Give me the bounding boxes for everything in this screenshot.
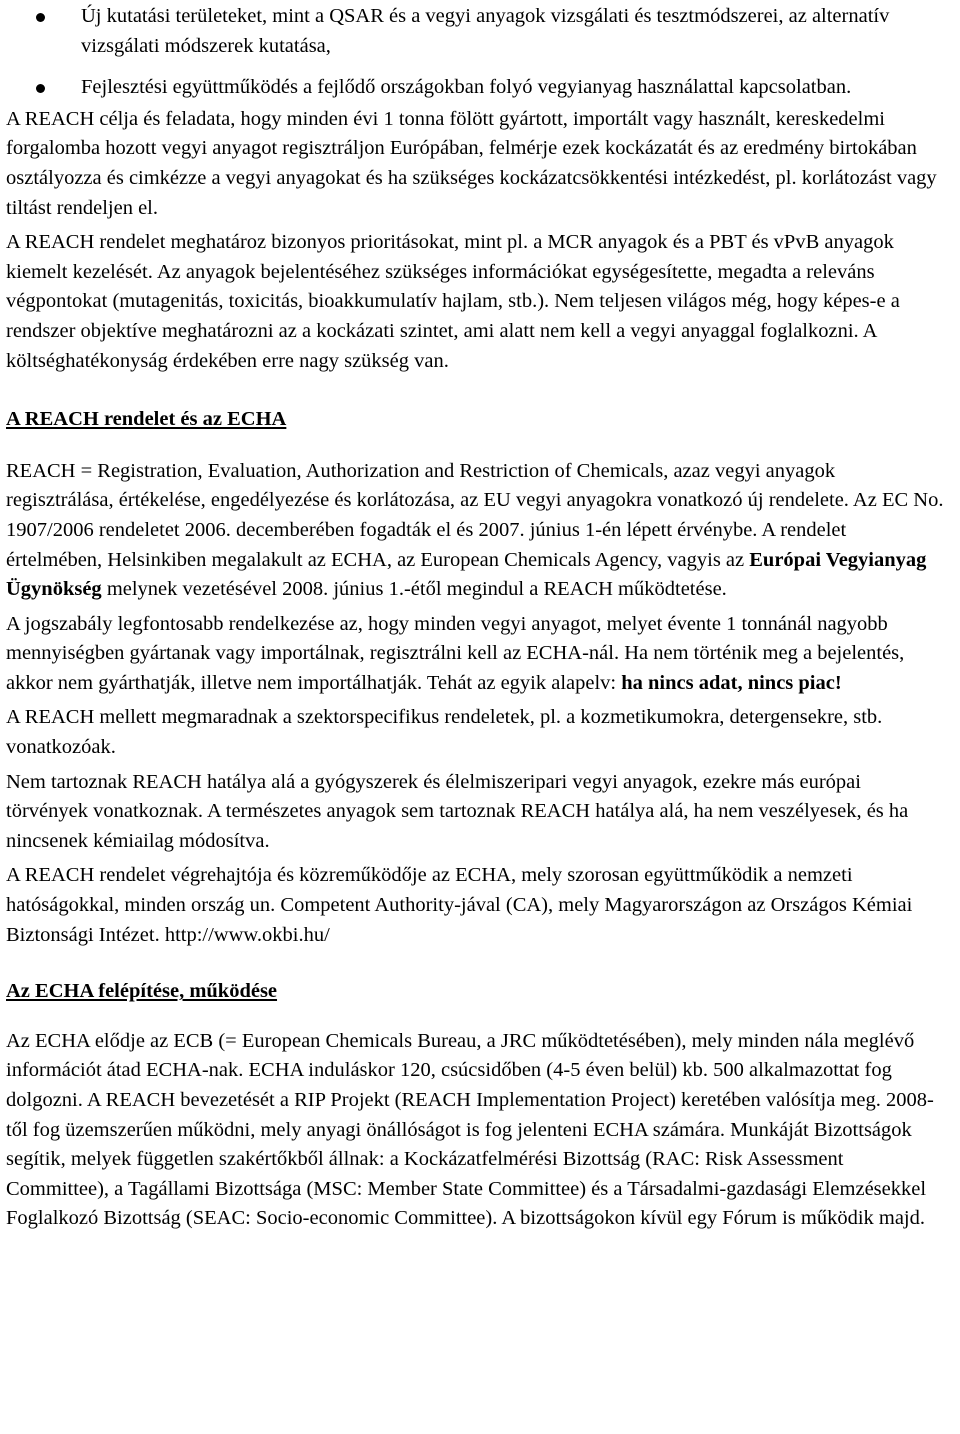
paragraph-reach-definition	[6, 457, 946, 605]
paragraph-echa-structure: Az ECHA elődje az ECB (= European Chemicals Bureau, a JRC működtetésében), mely minden nála meglévő információt átad ECHA-nak. ECHA induláskor 120, csúcsidőben (4-5 éven belül) kb. 500 alkalmazottat fog dolgozni. A REACH bevezetését a RIP Projekt (REACH Implementation Project) keretében valósítja meg. 2008-től fog üzemszerűen működni, mely anyagi önállóságot is fog jelenteni ECHA számára. Munkáját Bizottságok segítik, melyek független szakértőkből állnak: a Kockázatfelmérési Bizottság (RAC: Risk Assessment Committee), a Tagállami Bizottsága (MSC: Member State Committee) és a Társadalmi-gazdasági Elemzésekkel Foglalkozó Bizottság (SEAC: Socio-economic Committee). A bizottságokon kívül egy Fórum is működik majd.	[6, 1029, 934, 1230]
intro-paragraph-goals: A REACH célja és feladata, hogy minden évi 1 tonna fölött gyártott, importált vagy használt, kereskedelmi forgalomba hozott vegyi anyagot regisztráljon Európában, felmérje ezek kockázatát és az eredmény birtokában osztályozza és cimkézze a vegyi anyagokat és ha szükséges kockázatcsökkentési intézkedést, pl. korlátozást vagy tiltást rendeljen el.	[6, 107, 937, 219]
bullet-text: Új kutatási területeket, mint a QSAR és a vegyi anyagok vizsgálati és tesztmódszerei, az alternatív vizsgálati módszerek kutatása,	[81, 5, 890, 57]
bullet-item	[6, 73, 946, 103]
section-heading-echa-structure: Az ECHA felépítése, működése	[6, 980, 278, 1003]
paragraph-exclusions: Nem tartoznak REACH hatálya alá a gyógyszerek és élelmiszeripari vegyi anyagok, ezekre más európai törvények vonatkoznak. A természetes anyagok sem tartoznak REACH hatálya alá, ha nem veszélyesek, és ha nincsenek kémiailag módosítva.	[6, 770, 909, 852]
paragraph-text: A jogszabály legfontosabb rendelkezése az, hogy minden vegyi anyagot, melyet évente 1 tonnánál nagyobb mennyiségben gyártanak vagy importálnak, regisztrálni kell az ECHA-nál. Ha nem történik meg a bejelentés, akkor nem gyárthatják, illetve nem importálhatják. Tehát az egyik alapelv:	[6, 612, 905, 694]
bold-agency-name: Európai Vegyianyag Ügynökség	[6, 548, 927, 601]
section-heading-reach-echa: A REACH rendelet és az ECHA	[6, 408, 287, 431]
bullet-text: Fejlesztési együttműködés a fejlődő országokban folyó vegyianyag használattal kapcsolatban.	[81, 76, 852, 99]
intro-paragraph-priorities: A REACH rendelet meghatároz bizonyos prioritásokat, mint pl. a MCR anyagok és a PBT és vPvB anyagok kiemelt kezelését. Az anyagok bejelentéséhez szükséges információkat egységesítette, megadta a releváns végpontokat (mutagenitás, toxicitás, bioakkumulatív hajlam, stb.). Nem teljesen világos még, hogy képes-e a rendszer objektíve meghatározni az a kockázati szintet, ami alatt nem kell a vegyi anyaggal foglalkozni. A költséghatékonyság érdekében erre nagy szükség van.	[6, 231, 900, 372]
bullet-dot-icon	[36, 84, 45, 93]
paragraph-competent-authority: A REACH rendelet végrehajtója és közreműködője az ECHA, mely szorosan együttműködik a nemzeti hatóságokkal, minden ország un. Competent Authority-jával (CA), mely Magyarországon az Országos Kémiai Biztonsági Intézet. http://www.okbi.hu/	[6, 864, 913, 946]
paragraph-key-provision	[6, 610, 946, 699]
bullet-item	[6, 0, 946, 61]
paragraph-sector-regulations: A REACH mellett megmaradnak a szektorspecifikus rendeletek, pl. a kozmetikumokra, detergensekre, stb. vonatkozóak.	[6, 706, 883, 759]
paragraph-text: REACH = Registration, Evaluation, Authorization and Restriction of Chemicals, azaz vegyi anyagok regisztrálása, értékelése, engedélyezése és korlátozása, az EU vegyi anyagokra vonatkozó új rendelete. Az EC No. 1907/2006 rendeletet 2006. decemberében fogadták el és 2007. június 1-én lépett érvénybe. A rendelet értelmében, Helsinkiben megalakult az ECHA, az European Chemicals Agency, vagyis az	[6, 459, 944, 571]
bullet-dot-icon	[36, 13, 45, 22]
paragraph-text: melynek vezetésével 2008. június 1.-étől megindul a REACH működtetése.	[101, 578, 727, 601]
bullet-list	[6, 0, 946, 103]
bold-principle: ha nincs adat, nincs piac!	[621, 671, 842, 694]
